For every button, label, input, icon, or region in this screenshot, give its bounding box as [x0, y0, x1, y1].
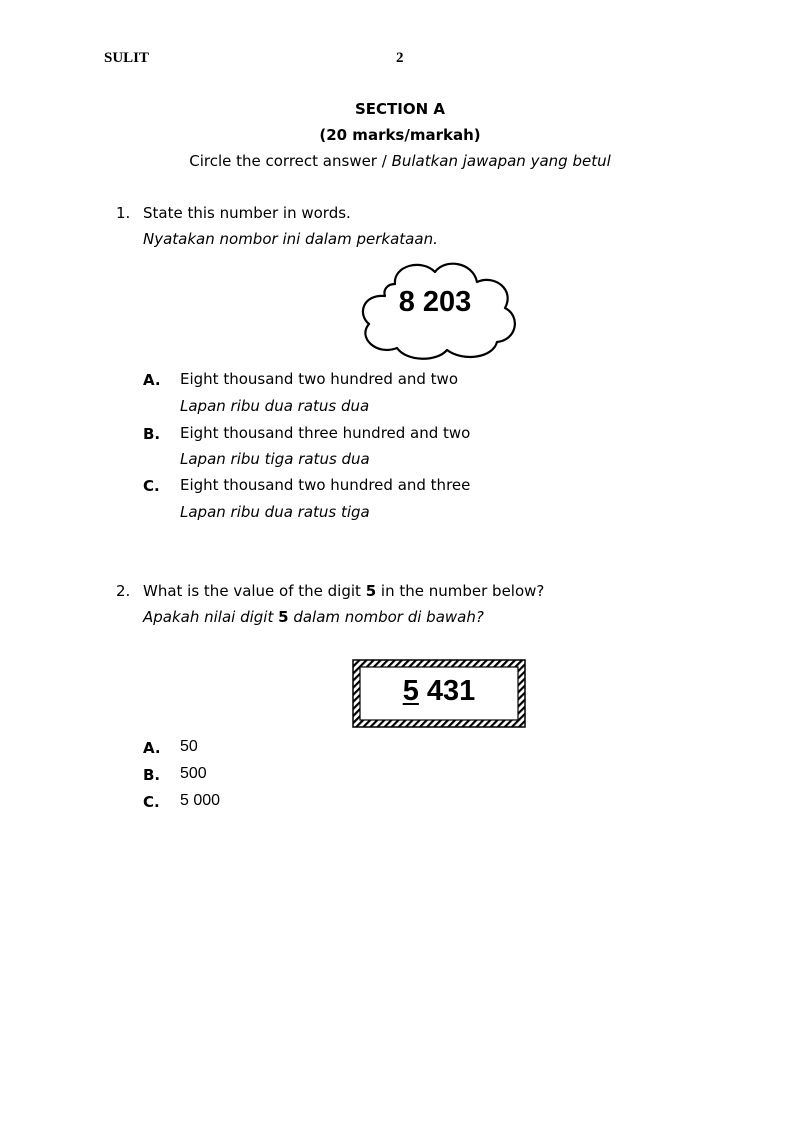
q2-option-a-letter[interactable]: A.	[143, 739, 161, 757]
q1-option-a-malay: Lapan ribu dua ratus dua	[180, 397, 370, 415]
q2-option-b-letter[interactable]: B.	[143, 766, 161, 784]
q2-ms-before: Apakah nilai digit	[143, 608, 279, 626]
q1-option-a-english: Eight thousand two hundred and two	[180, 370, 459, 388]
question-2-text-english	[143, 578, 544, 604]
question-2-number: 2.	[116, 582, 131, 600]
q2-option-c-letter[interactable]: C.	[143, 793, 160, 811]
q2-digit-malay: 5	[278, 608, 289, 626]
underlined-digit: 5	[402, 675, 419, 707]
question-1-text-malay: Nyatakan nombor ini dalam perkataan.	[143, 230, 438, 248]
q1-option-c-malay: Lapan ribu dua ratus tiga	[180, 503, 370, 521]
q2-en-before: What is the value of the digit	[143, 582, 366, 600]
q1-option-c-letter[interactable]: C.	[143, 477, 160, 495]
question-2-text-malay	[143, 604, 484, 630]
q1-option-b-malay: Lapan ribu tiga ratus dua	[180, 450, 370, 468]
section-instruction	[0, 152, 800, 170]
page-number: 2	[396, 50, 404, 66]
q1-option-a-letter[interactable]: A.	[143, 371, 161, 389]
q1-option-b-letter[interactable]: B.	[143, 425, 161, 443]
question-1-text-english: State this number in words.	[143, 204, 351, 222]
framed-number	[352, 675, 526, 708]
remaining-digits: 431	[418, 675, 476, 707]
header-sulit: SULIT	[104, 50, 150, 66]
q2-option-a-value: 50	[180, 738, 198, 755]
q2-option-c-value: 5 000	[180, 792, 221, 809]
q2-ms-after: dalam nombor di bawah?	[288, 608, 484, 626]
question-1-number: 1.	[116, 204, 131, 222]
q2-option-b-value: 500	[180, 765, 207, 782]
section-title: SECTION A	[354, 100, 445, 118]
section-marks: (20 marks/markah)	[319, 126, 481, 144]
q1-option-b-english: Eight thousand three hundred and two	[180, 424, 471, 442]
instruction-english: Circle the correct answer /	[189, 152, 392, 170]
q2-digit: 5	[365, 582, 377, 600]
cloud-number: 8 203	[398, 286, 472, 318]
q2-en-after: in the number below?	[376, 582, 545, 600]
instruction-malay: Bulatkan jawapan yang betul	[391, 152, 611, 170]
q1-option-c-english: Eight thousand two hundred and three	[180, 476, 471, 494]
